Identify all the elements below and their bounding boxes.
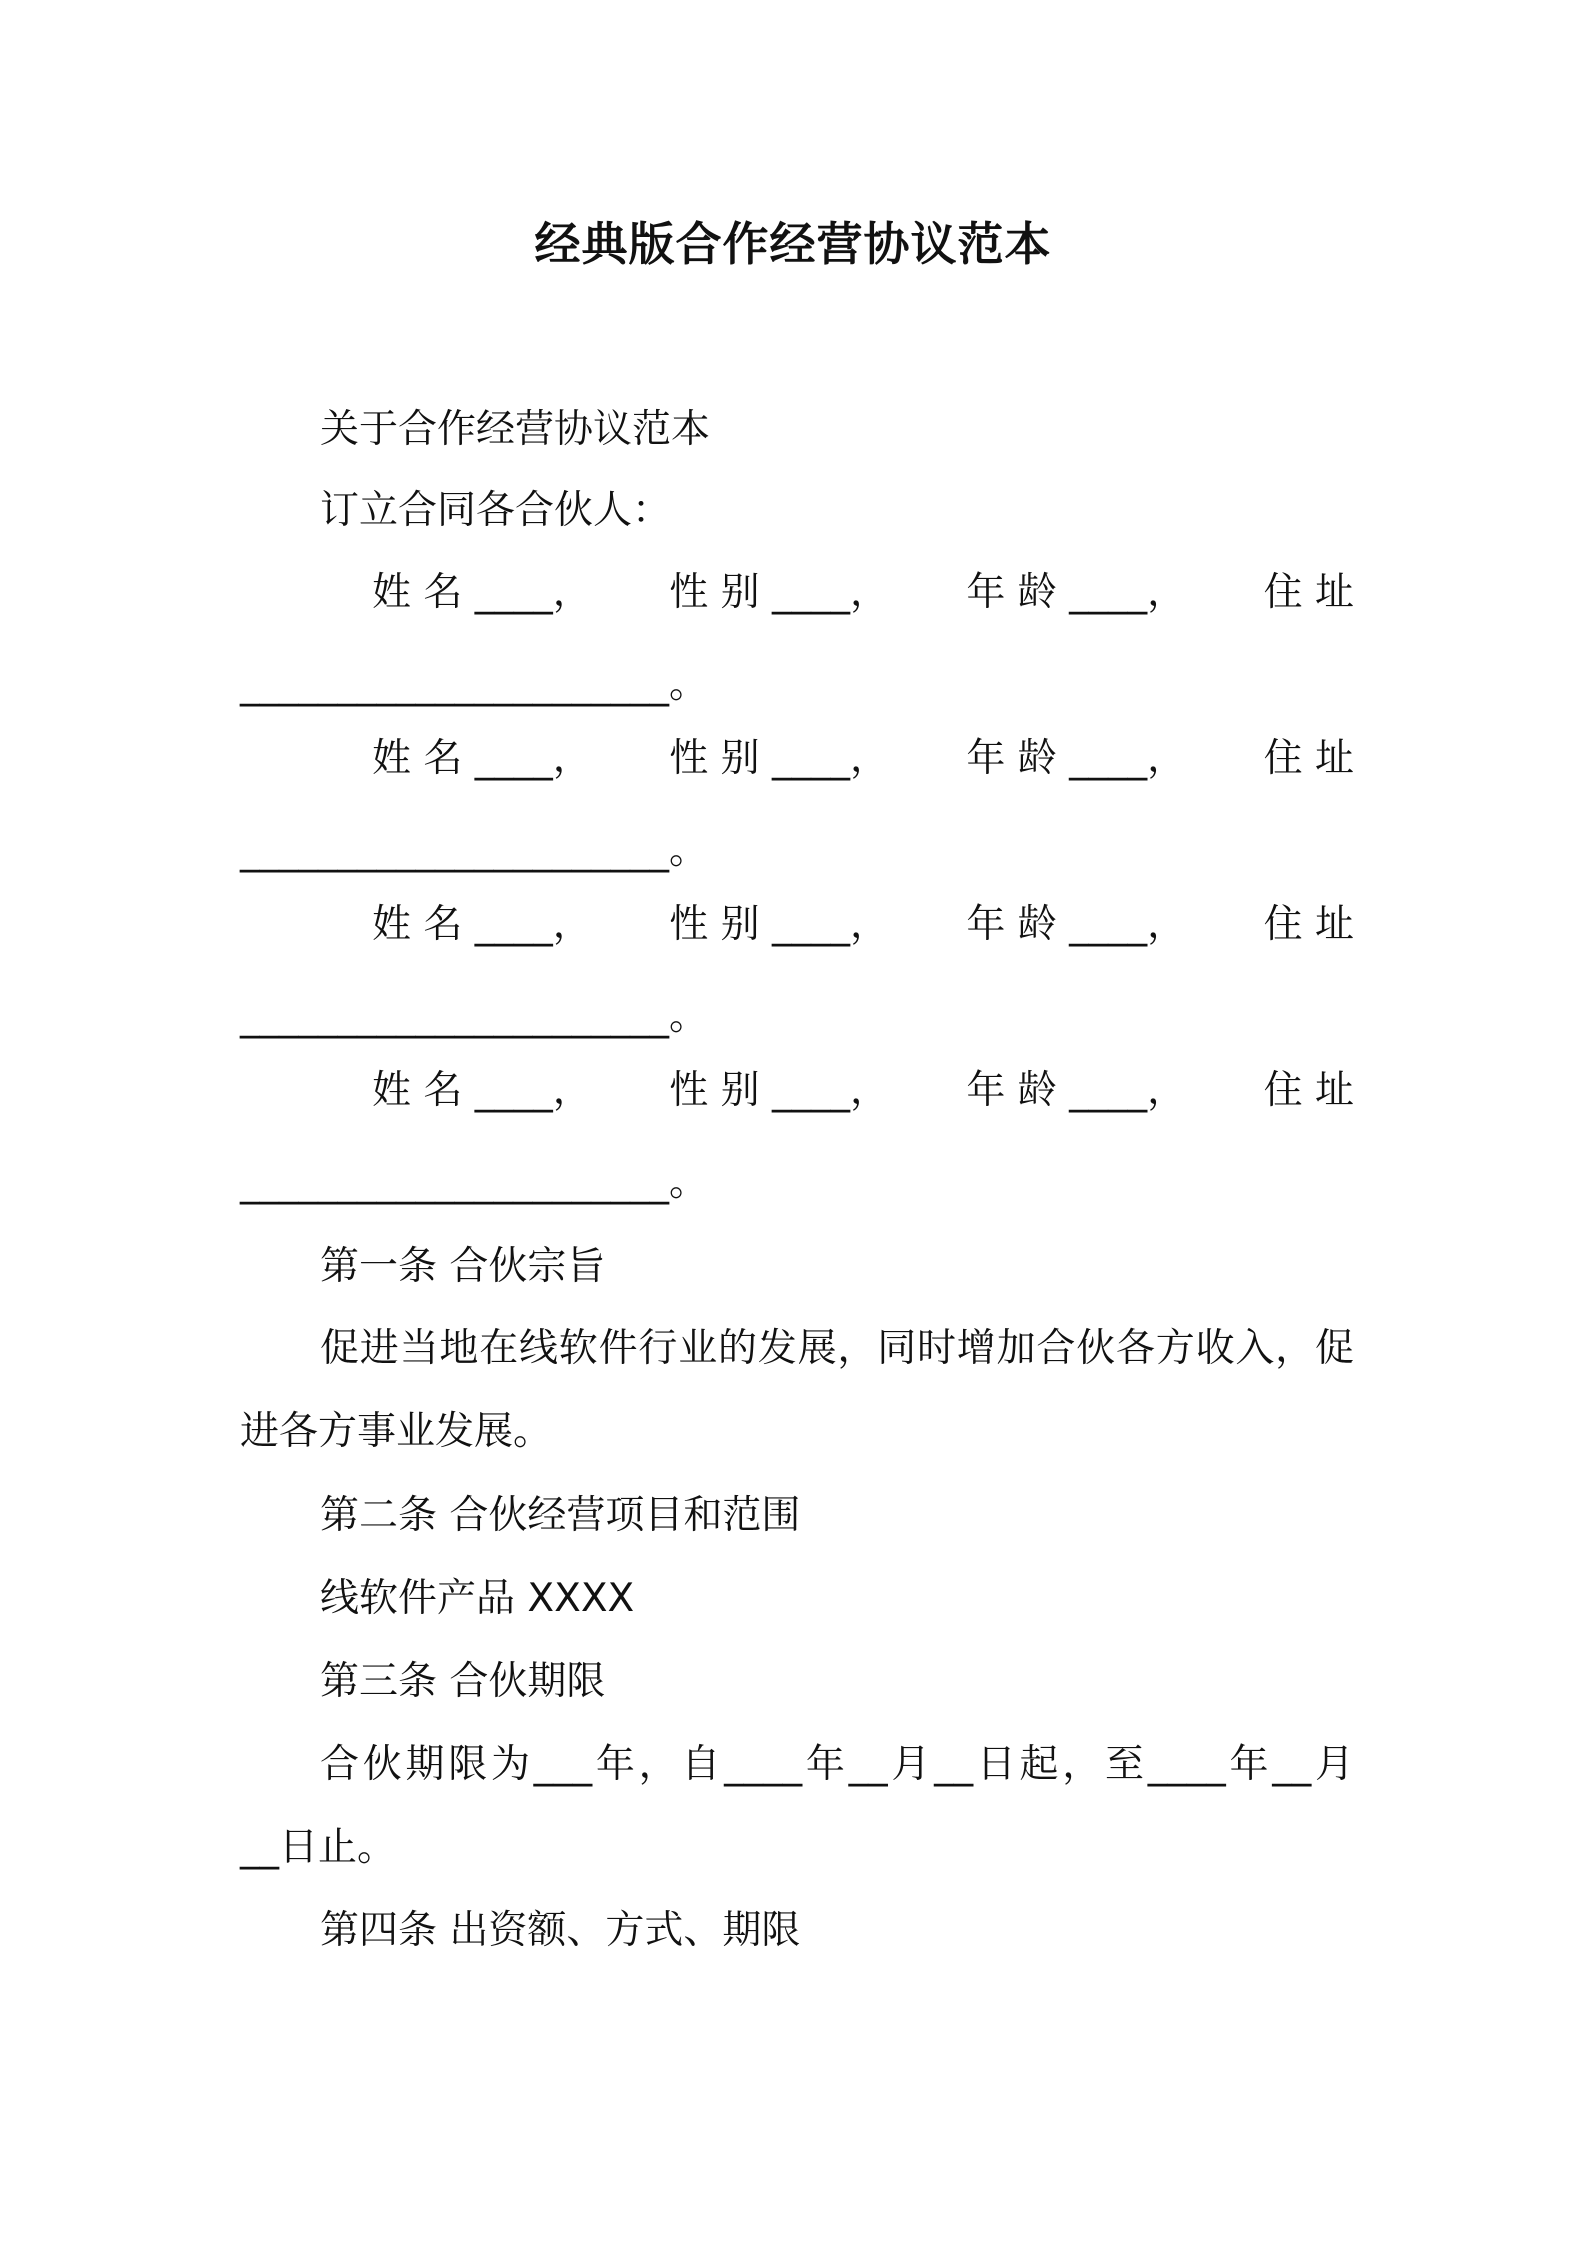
article2-body: 线软件产品 XXXX [320, 1576, 635, 1621]
article2-heading: 第二条 合伙经营项目和范围 [320, 1493, 801, 1538]
partner-address-line-4: ______________________。 [240, 1160, 709, 1205]
article1-body-line2: 进各方事业发展。 [240, 1409, 553, 1454]
partner-address-line-3: ______________________。 [240, 994, 709, 1039]
parties-heading: 订立合同各合伙人： [320, 488, 672, 533]
partner-row-2 [372, 732, 1354, 786]
partner-address-label: 住 址 [1263, 902, 1354, 947]
intro-line: 关于合作经营协议范本 [320, 407, 711, 452]
partner-gender-field: 性 别 ____， [669, 570, 889, 615]
partner-address-line-1: ______________________。 [240, 662, 709, 707]
partner-name-field: 姓 名 ____， [372, 736, 592, 781]
partner-address-line-2: ______________________。 [240, 828, 709, 873]
article3-heading: 第三条 合伙期限 [320, 1659, 606, 1704]
partner-age-field: 年 龄 ____， [966, 570, 1187, 615]
article3-body-line2: __日止。 [240, 1825, 397, 1870]
partner-row-3 [372, 898, 1354, 952]
article1-body-line1: 促进当地在线软件行业的发展，同时增加合伙各方收入，促 [320, 1326, 1354, 1371]
partner-address-label: 住 址 [1263, 570, 1354, 615]
partner-age-field: 年 龄 ____， [966, 1068, 1187, 1113]
article4-heading: 第四条 出资额、方式、期限 [320, 1908, 801, 1953]
partner-name-field: 姓 名 ____， [372, 570, 592, 615]
partner-age-field: 年 龄 ____， [966, 902, 1187, 947]
partner-gender-field: 性 别 ____， [669, 736, 889, 781]
document-title: 经典版合作经营协议范本 [534, 217, 1052, 271]
article1-heading: 第一条 合伙宗旨 [320, 1244, 606, 1289]
partner-row-4 [372, 1064, 1354, 1118]
article3-body-line1: 合伙期限为___年，自____年__月__日起，至____年__月 [320, 1742, 1354, 1787]
partner-gender-field: 性 别 ____， [669, 1068, 889, 1113]
partner-name-field: 姓 名 ____， [372, 1068, 592, 1113]
partner-row-1 [372, 566, 1354, 620]
partner-address-label: 住 址 [1263, 1068, 1354, 1113]
partner-age-field: 年 龄 ____， [966, 736, 1187, 781]
partner-name-field: 姓 名 ____， [372, 902, 592, 947]
partner-gender-field: 性 别 ____， [669, 902, 889, 947]
partner-address-label: 住 址 [1263, 736, 1354, 781]
